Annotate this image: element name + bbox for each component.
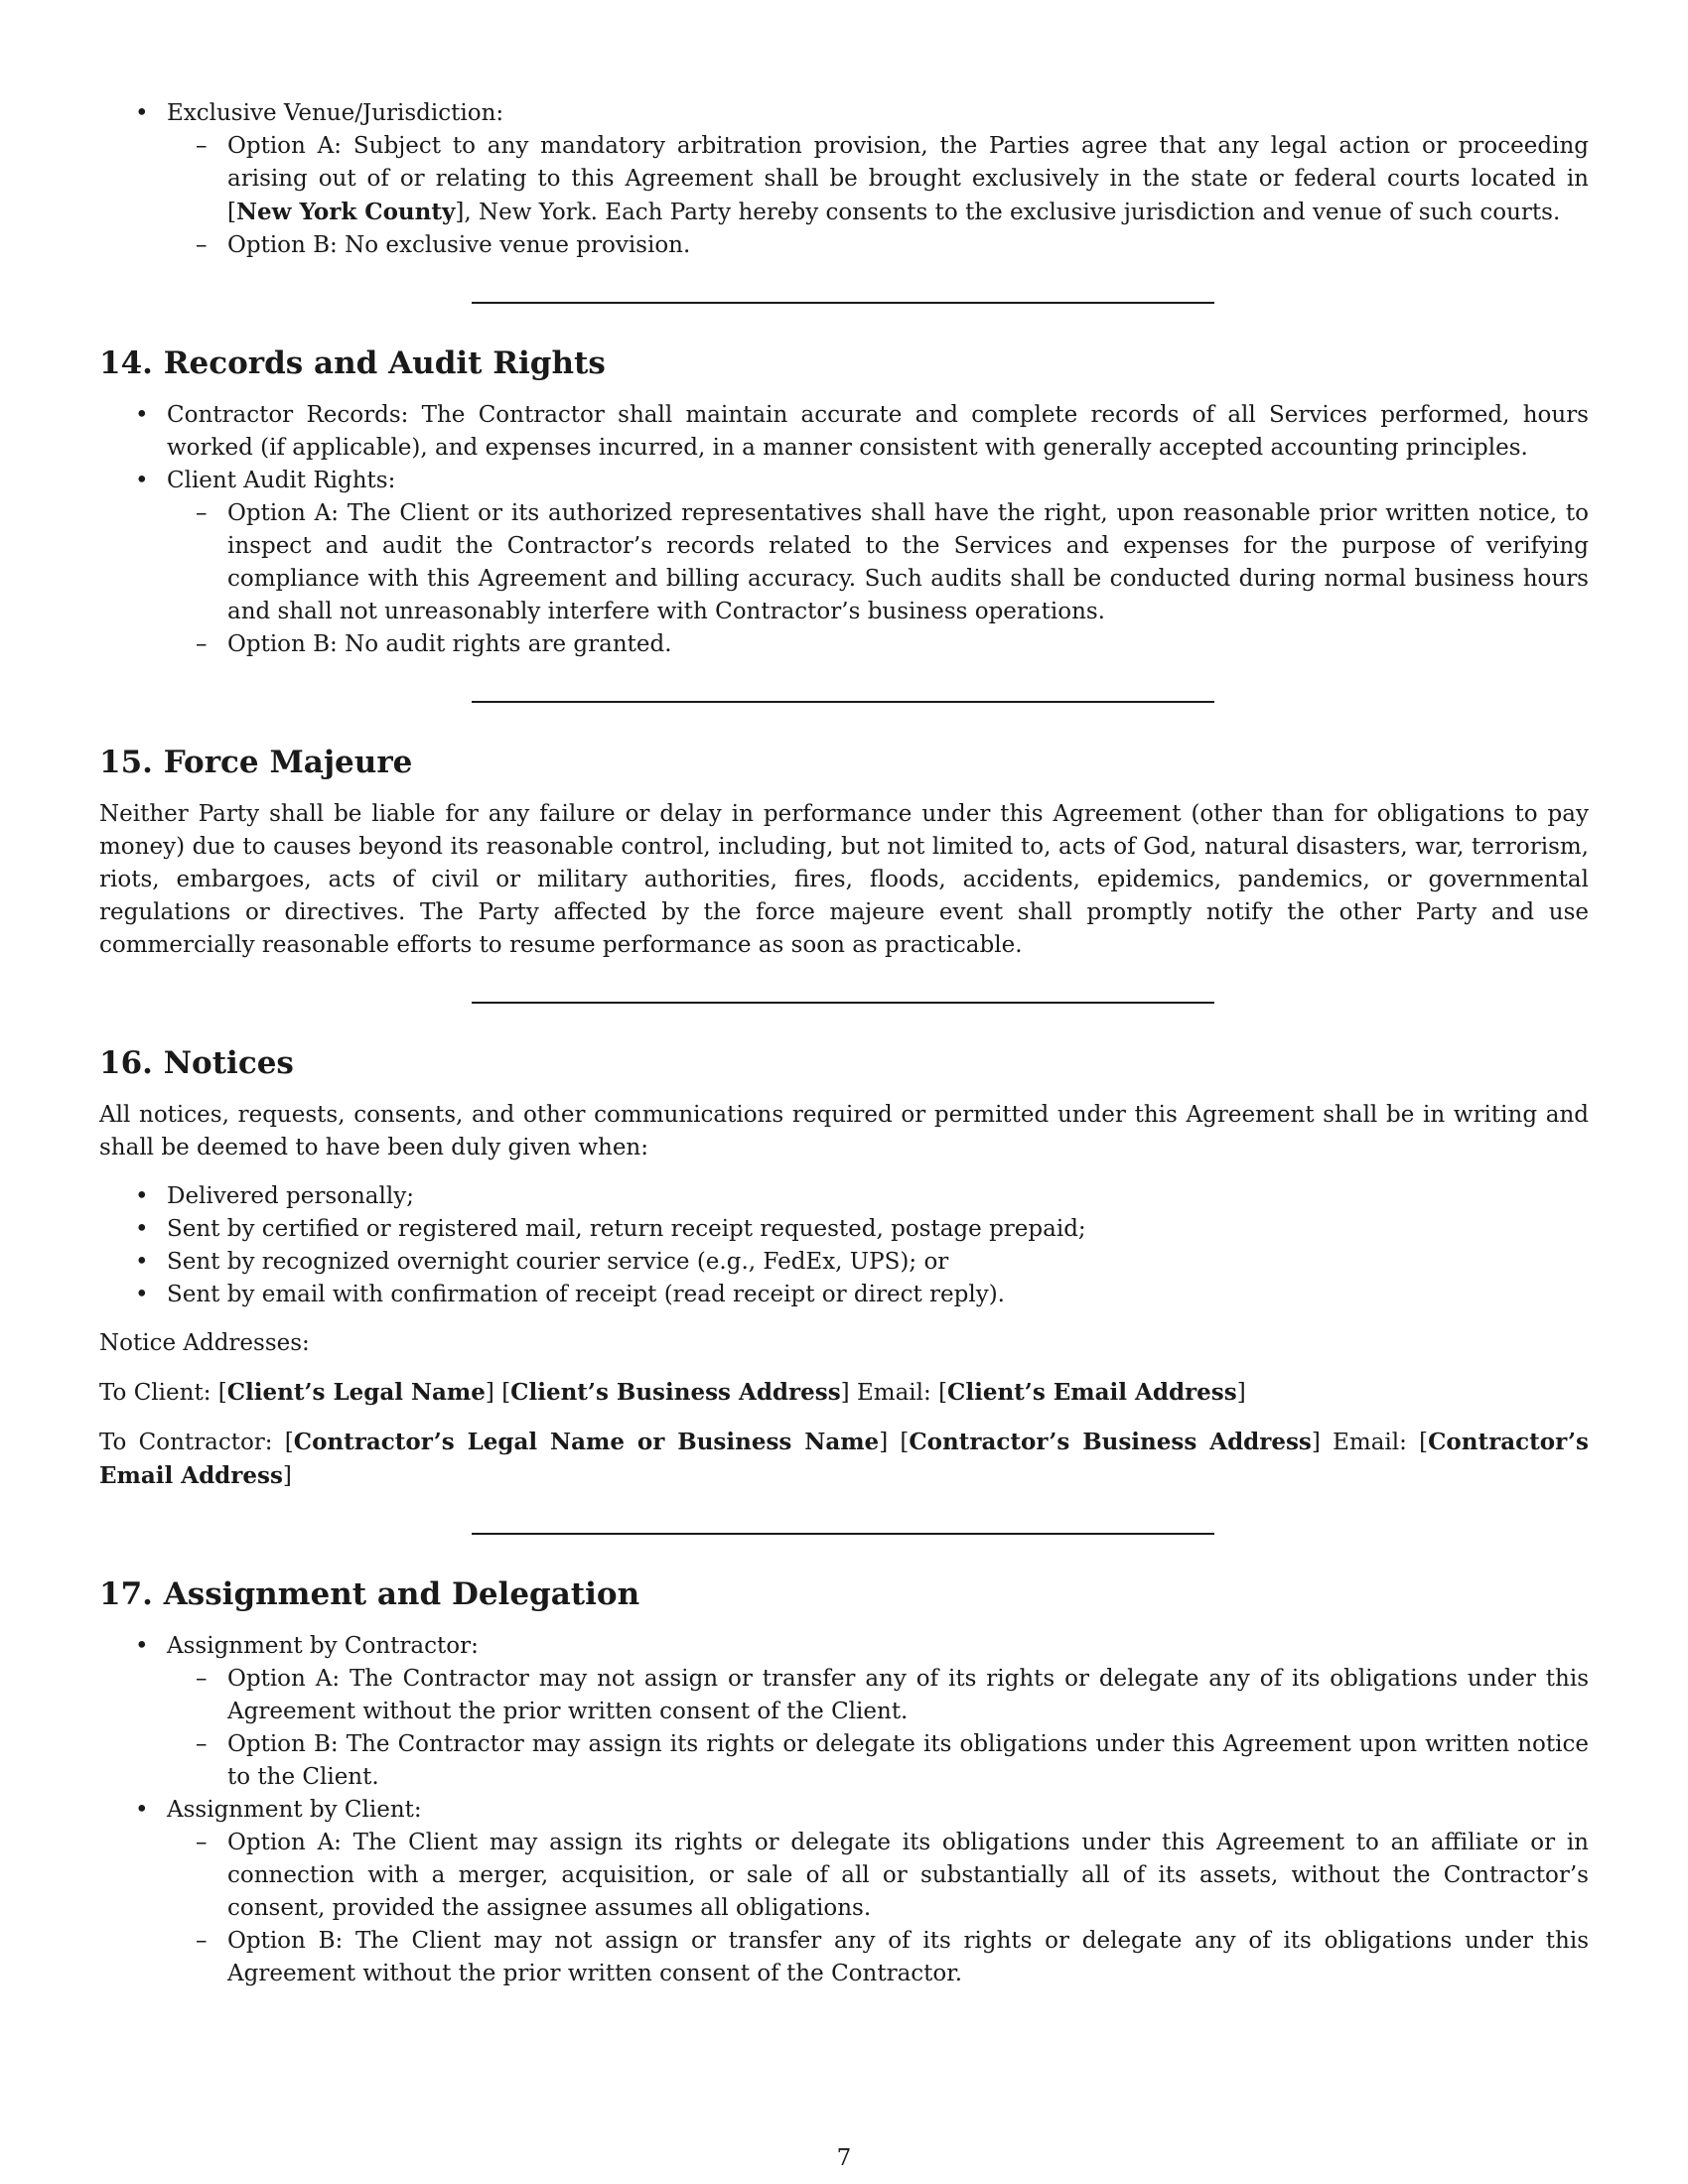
venue-heading: Exclusive Venue/Jurisdiction: [167, 100, 504, 126]
list-item [99, 465, 1589, 661]
notices-intro: All notices, requests, consents, and other communications required or permitted under this Agreement shall be in writing and shall be deemed to have been duly given when: [99, 1102, 1589, 1160]
contractor-email-placeholder: Contractor’s Email Address [99, 1429, 1589, 1489]
list-item [167, 628, 1589, 661]
option-text: ], New York. Each Party hereby consents to the exclusive jurisdiction and venue of such courts. [455, 200, 1561, 225]
dash-icon: – [196, 500, 208, 526]
email-label: Email: [1320, 1430, 1420, 1455]
option-text: Option B: No exclusive venue provision. [227, 232, 691, 258]
bullet-icon: • [135, 1183, 149, 1209]
list-item [167, 130, 1589, 229]
contractor-options [167, 1663, 1589, 1794]
list-item [99, 1630, 1589, 1794]
list-item [167, 1925, 1589, 1990]
list-item-text: Contractor Records: The Contractor shall maintain accurate and complete records of all Services performed, hours worked (if applicable), and expenses incurred, in a manner consistent with generally accepted accounting principles. [167, 402, 1589, 461]
option-text: Option A: The Client or its authorized representatives shall have the right, upon reasonable prior written notice, to inspect and audit the Contractor’s records related to the Services and expenses for the purpose of verifying compliance with this Agreement and billing accuracy. Such audits shall be conducted during normal business hours and shall not unreasonably interfere with Contractor’s business operations. [227, 500, 1589, 624]
bullet-icon: • [135, 1249, 149, 1275]
bullet-icon: • [135, 402, 149, 428]
bullet-icon: • [135, 1282, 149, 1307]
dash-icon: – [196, 232, 208, 258]
client-address-placeholder: Client’s Business Address [510, 1379, 841, 1406]
bullet-icon: • [135, 1797, 149, 1823]
list-item [99, 1213, 1589, 1246]
list-item-text: Sent by email with confirmation of receipt (read receipt or direct reply). [167, 1282, 1005, 1307]
bullet-icon: • [135, 1633, 149, 1659]
list-item-text: Assignment by Contractor: [167, 1633, 479, 1659]
document-page [99, 97, 1589, 1990]
list-item [99, 1180, 1589, 1213]
dash-icon: – [196, 631, 208, 657]
to-client-label: To Client: [99, 1380, 218, 1406]
dash-icon: – [196, 1666, 208, 1692]
list-item-text: Sent by recognized overnight courier service (e.g., FedEx, UPS); or [167, 1249, 949, 1275]
venue-options [167, 130, 1589, 262]
list-item [167, 1827, 1589, 1925]
list-item [99, 1279, 1589, 1311]
list-item [99, 97, 1589, 262]
dash-icon: – [196, 1731, 208, 1757]
option-text: Option B: The Client may not assign or transfer any of its rights or delegate any of its obligations under this Agreement without the prior written consent of the Contractor. [227, 1928, 1589, 1986]
list-item [167, 497, 1589, 628]
section-14-heading: 14. Records and Audit Rights [99, 345, 606, 381]
option-text: Option A: Subject to any mandatory arbitration provision, the Parties agree that any legal action or proceeding arising out of or relating to this Agreement shall be brought exclusively in the state or federal courts located in [ [227, 133, 1589, 225]
records-list [99, 399, 1589, 661]
dash-icon: – [196, 1830, 208, 1855]
client-address-line: To Client: [Client’s Legal Name] [Client’s Business Address] Email: [Client’s Email Address] [99, 1379, 1246, 1406]
force-majeure-paragraph: Neither Party shall be liable for any failure or delay in performance under this Agreement (other than for obligations to pay money) due to causes beyond its reasonable control, including, but not limited to, acts of God, natural disasters, war, terrorism, riots, embargoes, acts of civil or military authorities, fires, floods, accidents, epidemics, pandemics, or governmental regulations or directives. The Party affected by the force majeure event shall promptly notify the other Party and use commercially reasonable efforts to resume performance as soon as practicable. [99, 801, 1589, 958]
contractor-name-placeholder: Contractor’s Legal Name or Business Name [293, 1429, 880, 1455]
page-number: 7 [836, 2145, 852, 2171]
list-item-text: Client Audit Rights: [167, 468, 396, 493]
assignment-list [99, 1630, 1589, 1990]
contractor-address-line: To Contractor: [Contractor’s Legal Name or Business Name] [Contractor’s Business Address] Email: [Contractor’s Email Address] [99, 1429, 1589, 1489]
client-options [167, 1827, 1589, 1990]
bullet-icon: • [135, 468, 149, 493]
list-item-text: Assignment by Client: [167, 1797, 422, 1823]
option-text: Option B: The Contractor may assign its rights or delegate its obligations under this Agreement upon written notice to the Client. [227, 1731, 1589, 1790]
bullet-icon: • [135, 1216, 149, 1242]
venue-list [99, 97, 1589, 262]
audit-options [167, 497, 1589, 661]
section-16-heading: 16. Notices [99, 1045, 294, 1081]
list-item [99, 1794, 1589, 1990]
list-item [167, 1728, 1589, 1794]
section-15-heading: 15. Force Majeure [99, 745, 413, 780]
county-placeholder: New York County [235, 199, 456, 225]
option-text: Option B: No audit rights are granted. [227, 631, 672, 657]
list-item [99, 399, 1589, 465]
list-item-text: Delivered personally; [167, 1183, 414, 1209]
list-item [167, 1663, 1589, 1728]
email-label: Email: [849, 1380, 939, 1406]
notice-addresses-label: Notice Addresses: [99, 1330, 310, 1356]
dash-icon: – [196, 1928, 208, 1954]
option-text: Option A: The Contractor may not assign or transfer any of its rights or delegate any of its obligations under this Agreement without the prior written consent of the Client. [227, 1666, 1589, 1724]
contractor-address-placeholder: Contractor’s Business Address [909, 1429, 1312, 1455]
to-contractor-label: To Contractor: [99, 1430, 285, 1455]
list-item [167, 229, 1589, 262]
bullet-icon: • [135, 100, 149, 126]
notice-methods-list [99, 1180, 1589, 1311]
section-17-heading: 17. Assignment and Delegation [99, 1576, 640, 1612]
list-item-text: Sent by certified or registered mail, return receipt requested, postage prepaid; [167, 1216, 1086, 1242]
option-text: Option A: The Client may assign its rights or delegate its obligations under this Agreement to an affiliate or in connection with a merger, acquisition, or sale of all or substantially all of its assets, without the Contractor’s consent, provided the assignee assumes all obligations. [227, 1830, 1589, 1921]
client-email-placeholder: Client’s Email Address [947, 1379, 1237, 1406]
dash-icon: – [196, 133, 208, 159]
client-name-placeholder: Client’s Legal Name [226, 1379, 486, 1406]
list-item [99, 1246, 1589, 1279]
